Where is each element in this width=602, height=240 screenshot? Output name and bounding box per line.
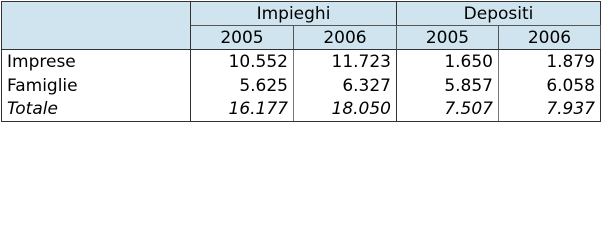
table-cell: 7.937 — [499, 98, 601, 122]
table-cell: 11.723 — [294, 50, 397, 74]
table-cell: 7.507 — [397, 98, 499, 122]
table-cell: 5.857 — [397, 74, 499, 98]
table-row-famiglie — [2, 74, 601, 98]
table-row-totale — [2, 98, 601, 122]
table-cell: 10.552 — [191, 50, 294, 74]
table-cell: 5.625 — [191, 74, 294, 98]
year-header: 2005 — [397, 26, 499, 50]
table-cell: 6.058 — [499, 74, 601, 98]
table-cell: 6.327 — [294, 74, 397, 98]
table-cell: 1.650 — [397, 50, 499, 74]
table-cell: 16.177 — [191, 98, 294, 122]
year-header: 2006 — [294, 26, 397, 50]
data-table — [1, 1, 601, 122]
group-header-row — [2, 2, 601, 26]
year-header: 2006 — [499, 26, 601, 50]
table-cell: 18.050 — [294, 98, 397, 122]
year-header: 2005 — [191, 26, 294, 50]
corner-cell — [2, 2, 191, 50]
row-label: Famiglie — [2, 74, 191, 98]
table-row-imprese — [2, 50, 601, 74]
row-label: Imprese — [2, 50, 191, 74]
group-header-depositi: Depositi — [397, 2, 601, 26]
table-cell: 1.879 — [499, 50, 601, 74]
row-label: Totale — [2, 98, 191, 122]
group-header-impieghi: Impieghi — [191, 2, 397, 26]
